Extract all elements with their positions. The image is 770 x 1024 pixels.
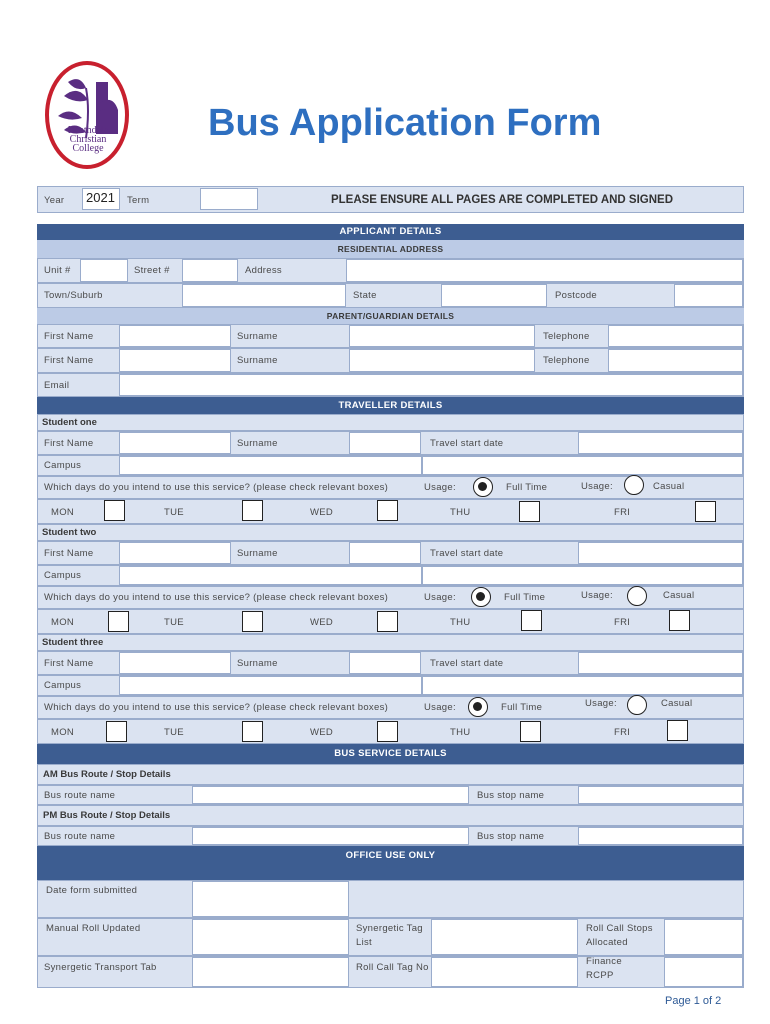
finance-label-2: RCPP <box>586 970 614 981</box>
pm-route-heading: PM Bus Route / Stop Details <box>43 810 171 821</box>
student2-thu-checkbox[interactable] <box>521 610 542 631</box>
roll-call-tag-field[interactable] <box>431 957 578 987</box>
am-route-heading: AM Bus Route / Stop Details <box>43 769 171 780</box>
student3-fri-label: FRI <box>614 727 631 738</box>
parent2-surname-field[interactable] <box>349 349 535 372</box>
student3-label-row <box>37 634 744 651</box>
student1-usage-label: Usage: <box>424 482 456 493</box>
student1-wed-label: WED <box>310 507 334 518</box>
student3-thu-checkbox[interactable] <box>520 721 541 742</box>
unit-field[interactable] <box>80 259 128 282</box>
roll-call-stops-label-1: Roll Call Stops <box>586 923 653 934</box>
parent2-first-name-label: First Name <box>44 355 94 366</box>
unit-label: Unit # <box>44 265 71 276</box>
state-field[interactable] <box>441 284 547 307</box>
town-label: Town/Suburb <box>44 290 103 301</box>
student3-campus-field[interactable] <box>119 676 422 695</box>
parent1-surname-label: Surname <box>237 331 278 342</box>
postcode-field[interactable] <box>674 284 743 307</box>
student1-thu-label: THU <box>450 507 471 518</box>
student2-campus-label: Campus <box>44 570 82 581</box>
pm-route-name-field[interactable] <box>192 827 469 845</box>
street-label: Street # <box>134 265 170 276</box>
synergetic-tag-list-label-1: Synergetic Tag <box>356 923 423 934</box>
student3-campus-label: Campus <box>44 680 82 691</box>
student1-casual-label: Casual <box>653 481 685 492</box>
town-field[interactable] <box>182 284 346 307</box>
logo-line-2: Christian <box>69 134 107 145</box>
student1-mon-label: MON <box>51 507 75 518</box>
synergetic-transport-tab-field[interactable] <box>192 957 349 987</box>
student2-days-question: Which days do you intend to use this service? (please check relevant boxes) <box>44 592 389 603</box>
student1-tue-checkbox[interactable] <box>242 500 263 521</box>
student3-travel-start-label: Travel start date <box>430 658 504 669</box>
student2-mon-checkbox[interactable] <box>108 611 129 632</box>
parent1-telephone-label: Telephone <box>543 331 590 342</box>
student3-label: Student three <box>42 637 104 648</box>
pm-stop-name-field[interactable] <box>578 827 743 845</box>
am-route-name-field[interactable] <box>192 786 469 804</box>
student2-usage-label-2: Usage: <box>581 590 613 601</box>
year-label: Year <box>44 195 65 206</box>
student2-first-name-field[interactable] <box>119 542 231 564</box>
student3-campus-blank <box>422 676 743 695</box>
student1-campus-field[interactable] <box>119 456 422 475</box>
student1-campus-blank <box>422 456 743 475</box>
am-stop-name-field[interactable] <box>578 786 743 804</box>
parent2-telephone-label: Telephone <box>543 355 590 366</box>
student1-campus-label: Campus <box>44 460 82 471</box>
student1-fri-checkbox[interactable] <box>695 501 716 522</box>
student2-thu-label: THU <box>450 617 471 628</box>
student2-campus-field[interactable] <box>119 566 422 585</box>
student3-fulltime-label: Full Time <box>501 702 543 713</box>
student3-tue-checkbox[interactable] <box>242 721 263 742</box>
student3-wed-label: WED <box>310 727 334 738</box>
student1-first-name-label: First Name <box>44 438 94 449</box>
student2-wed-label: WED <box>310 617 334 628</box>
parent1-telephone-field[interactable] <box>608 325 743 347</box>
student3-usage-label-2: Usage: <box>585 698 617 709</box>
state-label: State <box>353 290 377 301</box>
student2-fulltime-radio[interactable] <box>471 587 491 607</box>
roll-call-tag-label: Roll Call Tag No <box>356 962 429 973</box>
manual-roll-updated-label: Manual Roll Updated <box>46 923 141 934</box>
pm-route-name-label: Bus route name <box>44 831 116 842</box>
office-date-row <box>37 880 744 918</box>
student1-mon-checkbox[interactable] <box>104 500 125 521</box>
student3-mon-checkbox[interactable] <box>106 721 127 742</box>
student1-casual-radio[interactable] <box>624 475 644 495</box>
bus-service-header: BUS SERVICE DETAILS <box>37 744 744 764</box>
student3-tue-label: TUE <box>164 727 184 738</box>
finance-label-1: Finance <box>586 956 622 967</box>
am-route-name-label: Bus route name <box>44 790 116 801</box>
date-form-submitted-field[interactable] <box>192 881 349 917</box>
student2-tue-label: TUE <box>164 617 184 628</box>
parent1-surname-field[interactable] <box>349 325 535 347</box>
page-title: Bus Application Form <box>208 102 602 144</box>
student2-label: Student two <box>42 527 97 538</box>
student1-first-name-field[interactable] <box>119 432 231 454</box>
student1-travel-start-field[interactable] <box>578 432 743 454</box>
street-field[interactable] <box>182 259 238 282</box>
synergetic-transport-tab-label: Synergetic Transport Tab <box>44 962 157 973</box>
student2-fulltime-label: Full Time <box>504 592 546 603</box>
address-label: Address <box>245 265 282 276</box>
parent2-first-name-field[interactable] <box>119 349 231 372</box>
office-use-header: OFFICE USE ONLY <box>37 846 744 880</box>
student2-label-row <box>37 524 744 541</box>
year-value: 2021 <box>86 190 115 205</box>
student3-travel-start-field[interactable] <box>578 652 743 674</box>
student1-days-question: Which days do you intend to use this service? (please check relevant boxes) <box>44 482 389 493</box>
student2-tue-checkbox[interactable] <box>242 611 263 632</box>
student2-travel-start-field[interactable] <box>578 542 743 564</box>
email-field[interactable] <box>119 374 743 396</box>
email-label: Email <box>44 380 70 391</box>
student2-casual-label: Casual <box>663 590 695 601</box>
parent2-surname-label: Surname <box>237 355 278 366</box>
student1-fulltime-radio[interactable] <box>473 477 493 497</box>
student3-first-name-label: First Name <box>44 658 94 669</box>
student2-travel-start-label: Travel start date <box>430 548 504 559</box>
student2-mon-label: MON <box>51 617 75 628</box>
student1-wed-checkbox[interactable] <box>377 500 398 521</box>
student2-surname-label: Surname <box>237 548 278 559</box>
student1-thu-checkbox[interactable] <box>519 501 540 522</box>
student3-surname-label: Surname <box>237 658 278 669</box>
page-number: Page 1 of 2 <box>665 995 722 1007</box>
parent2-telephone-field[interactable] <box>608 349 743 372</box>
student2-surname-field[interactable] <box>349 542 421 564</box>
student2-usage-label: Usage: <box>424 592 456 603</box>
student3-thu-label: THU <box>450 727 471 738</box>
traveller-details-header: TRAVELLER DETAILS <box>37 397 744 414</box>
term-field[interactable] <box>200 188 258 210</box>
student3-casual-label: Casual <box>661 698 693 709</box>
logo-text <box>50 126 126 153</box>
synergetic-tag-list-field[interactable] <box>431 919 578 955</box>
student2-casual-radio[interactable] <box>627 586 647 606</box>
student3-first-name-field[interactable] <box>119 652 231 674</box>
roll-call-stops-field[interactable] <box>664 919 743 955</box>
manual-roll-updated-field[interactable] <box>192 919 349 955</box>
logo-line-3: College <box>72 143 104 154</box>
college-logo <box>44 60 130 170</box>
postcode-label: Postcode <box>555 290 598 301</box>
student3-mon-label: MON <box>51 727 75 738</box>
date-form-submitted-label: Date form submitted <box>46 885 138 896</box>
student2-wed-checkbox[interactable] <box>377 611 398 632</box>
student1-label-row <box>37 414 744 431</box>
student3-surname-field[interactable] <box>349 652 421 674</box>
parent-guardian-header: PARENT/GUARDIAN DETAILS <box>37 308 744 324</box>
student1-tue-label: TUE <box>164 507 184 518</box>
completion-notice: PLEASE ENSURE ALL PAGES ARE COMPLETED AND SIGNED <box>330 194 674 206</box>
am-stop-name-label: Bus stop name <box>477 790 545 801</box>
student2-fri-label: FRI <box>614 617 631 628</box>
logo-line-1: Heathdale <box>67 125 109 136</box>
student3-usage-label: Usage: <box>424 702 456 713</box>
term-label: Term <box>127 195 150 206</box>
student2-fri-checkbox[interactable] <box>669 610 690 631</box>
student1-usage-label-2: Usage: <box>581 481 613 492</box>
parent1-first-name-field[interactable] <box>119 325 231 347</box>
student1-surname-field[interactable] <box>349 432 421 454</box>
student1-surname-label: Surname <box>237 438 278 449</box>
residential-address-header: RESIDENTIAL ADDRESS <box>37 240 744 258</box>
pm-stop-name-label: Bus stop name <box>477 831 545 842</box>
applicant-details-header: APPLICANT DETAILS <box>37 224 744 240</box>
student1-fri-label: FRI <box>614 507 631 518</box>
student3-fulltime-radio[interactable] <box>468 697 488 717</box>
student3-casual-radio[interactable] <box>627 695 647 715</box>
student1-travel-start-label: Travel start date <box>430 438 504 449</box>
student1-label: Student one <box>42 417 97 428</box>
student1-fulltime-label: Full Time <box>506 482 548 493</box>
student2-campus-blank <box>422 566 743 585</box>
synergetic-tag-list-label-2: List <box>356 937 372 948</box>
student3-days-question: Which days do you intend to use this service? (please check relevant boxes) <box>44 702 389 713</box>
town-row <box>37 283 744 308</box>
roll-call-stops-label-2: Allocated <box>586 937 628 948</box>
address-field[interactable] <box>346 259 743 282</box>
finance-field[interactable] <box>664 957 743 987</box>
student3-wed-checkbox[interactable] <box>377 721 398 742</box>
parent1-first-name-label: First Name <box>44 331 94 342</box>
student3-fri-checkbox[interactable] <box>667 720 688 741</box>
student2-first-name-label: First Name <box>44 548 94 559</box>
